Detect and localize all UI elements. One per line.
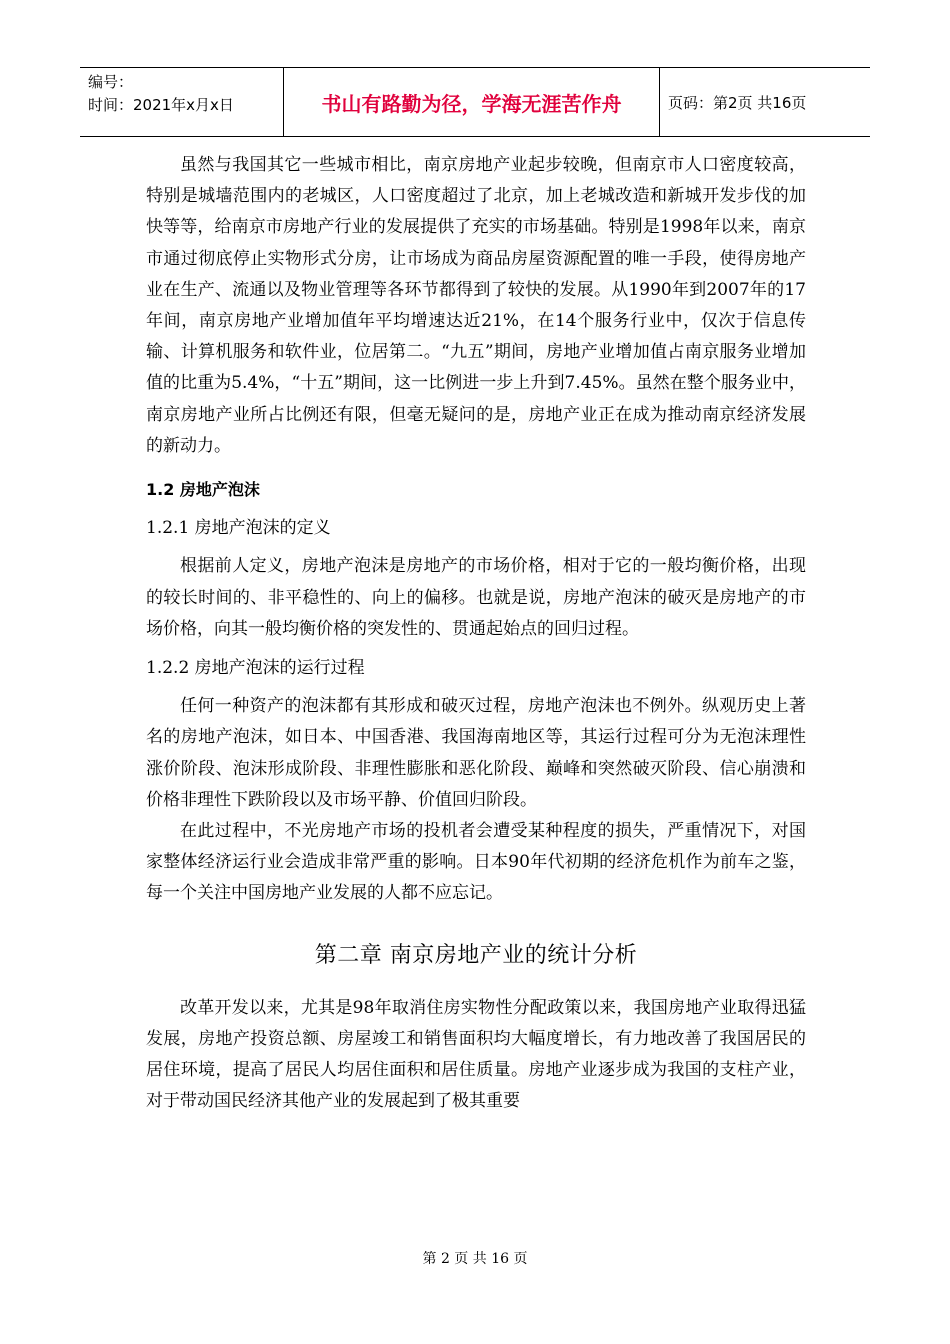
subsection-heading-1-2-1: 1.2.1 房地产泡沫的定义 xyxy=(146,518,331,539)
header-page-info: 页码：第2页 共16页 xyxy=(668,93,807,112)
header-motto: 书山有路勤为径，学海无涯苦作舟 xyxy=(283,68,660,136)
paragraph-bubble-impact: 在此过程中，不光房地产市场的投机者会遭受某种程度的损失，严重情况下，对国家整体经济运行业会造成非常严重的影响。日本90年代初期的经济危机作为前车之鉴，每一个关注中国房地产业发展的人都不应忘记。 xyxy=(146,821,806,904)
header-meta-cell xyxy=(80,68,283,136)
chapter-2-title: 第二章 南京房地产业的统计分析 xyxy=(314,942,638,968)
paragraph-nanjing-overview: 虽然与我国其它一些城市相比，南京房地产业起步较晚，但南京市人口密度较高，特别是城墙范围内的老城区，人口密度超过了北京，加上老城改造和新城开发步伐的加快等等，给南京市房地产行业的发展提供了充实的市场基础。特别是1998年以来，南京市通过彻底停止实物形式分房，让市场成为商品房屋资源配置的唯一手段，使得房地产业在生产、流通以及物业管理等各环节都得到了较快的发展。从1990年到2007年的17年间，南京房地产业增加值年平均增速达近21%，在14个服务行业中，仅次于信息传输、计算机服务和软件业，位居第二。“九五”期间，房地产业增加值占南京服务业增加值的比重为5.4%，“十五”期间，这一比例进一步上升到7.45%。虽然在整个服务业中，南京房地产业所占比例还有限，但毫无疑问的是，房地产业正在成为推动南京经济发展的新动力。 xyxy=(146,155,806,456)
header-table xyxy=(80,67,870,137)
paragraph-chapter-2-intro: 改革开发以来，尤其是98年取消住房实物性分配政策以来，我国房地产业取得迅猛发展，房地产投资总额、房屋竣工和销售面积均大幅度增长，有力地改善了我国居民的居住环境，提高了居民人均居住面积和居住质量。房地产业逐步成为我国的支柱产业，对于带动国民经济其他产业的发展起到了极其重要 xyxy=(146,997,806,1112)
subsection-heading-1-2-2: 1.2.2 房地产泡沫的运行过程 xyxy=(146,658,365,679)
page-footer: 第 2 页 共 16 页 xyxy=(422,1251,528,1267)
document-body xyxy=(146,150,806,1118)
document-number-label: 编号： xyxy=(88,73,134,91)
paragraph-bubble-process: 任何一种资产的泡沫都有其形成和破灭过程，房地产泡沫也不例外。纵观历史上著名的房地产泡沫，如日本、中国香港、我国海南地区等，其运行过程可分为无泡沫理性涨价阶段、泡沫形成阶段、非理性膨胀和恶化阶段、巅峰和突然破灭阶段、信心崩溃和价格非理性下跌阶段以及市场平静、价值回归阶段。 xyxy=(146,696,806,810)
paragraph-bubble-definition: 根据前人定义，房地产泡沫是房地产的市场价格，相对于它的一般均衡价格，出现的较长时间的、非平稳性的、向上的偏移。也就是说，房地产泡沫的破灭是房地产的市场价格，向其一般均衡价格的突发性的、贯通起始点的回归过程。 xyxy=(146,556,806,639)
section-heading-1-2: 1.2 房地产泡沫 xyxy=(146,480,260,500)
document-time-label: 时间：2021年x月x日 xyxy=(88,96,234,114)
